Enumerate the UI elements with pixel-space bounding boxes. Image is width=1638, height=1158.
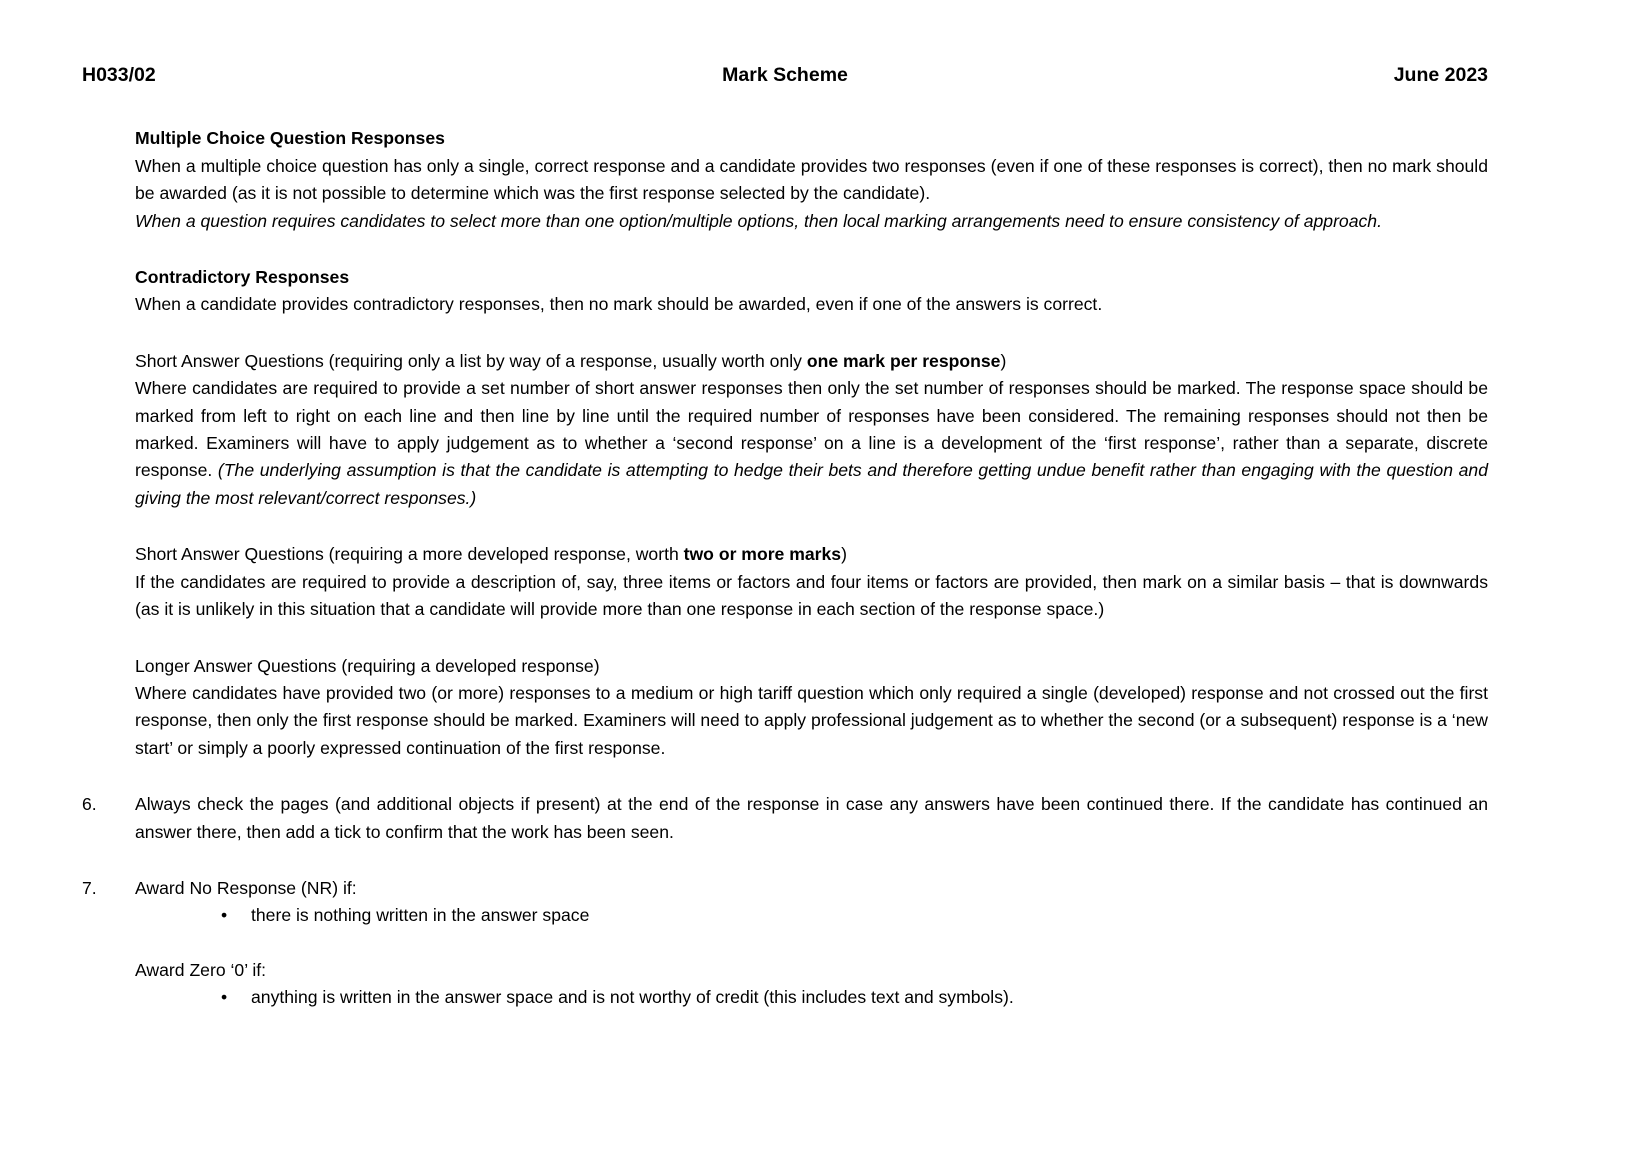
- paragraph-text: Where candidates have provided two (or more) responses to a medium or high tariff question which only required a single (developed) response and not crossed out the first response, then only the first response should be marked. Examiners will need to apply professional judgement as to whether the second (or a subsequent) response is a ‘new start’ or simply a poorly expressed continuation of the first response.: [135, 682, 1488, 758]
- numbered-item-7: [82, 875, 1488, 1012]
- heading-bold-phrase: two or more marks: [683, 544, 842, 565]
- paragraph: [135, 291, 1488, 318]
- list-number: 7.: [82, 877, 97, 898]
- paragraph-italic: [135, 208, 1488, 235]
- list-number: 6.: [82, 794, 97, 815]
- paragraph-text: Always check the pages (and additional objects if present) at the end of the response in case any answers have been continued there. If the candidate has continued an answer there, then add a tick to confirm that the work has been seen.: [135, 794, 1488, 842]
- bullet-icon: •: [221, 987, 228, 1008]
- section-longer-answer: [135, 653, 1488, 763]
- list-item-body: [135, 875, 1488, 1012]
- paragraph: [135, 791, 1488, 846]
- document-header: [82, 62, 1488, 89]
- section-short-answer-developed: [135, 541, 1488, 623]
- header-paper-code: H033/02: [82, 64, 156, 86]
- document-content: [82, 125, 1488, 1011]
- header-session: June 2023: [1393, 64, 1489, 86]
- heading-text: Short Answer Questions (requiring only a list by way of a response, usually worth only: [135, 350, 807, 371]
- heading-text: Short Answer Questions (requiring a more developed response, worth: [135, 544, 684, 565]
- award-zero-label: Award Zero ‘0’ if:: [135, 959, 267, 980]
- section-heading: Longer Answer Questions (requiring a developed response): [135, 655, 600, 676]
- paragraph-text: When a candidate provides contradictory responses, then no mark should be awarded, even if one of the answers is correct.: [135, 294, 1103, 315]
- numbered-item-6: [82, 791, 1488, 846]
- section-contradictory: [135, 264, 1488, 319]
- list-item-body: [135, 791, 1488, 846]
- award-nr-label: Award No Response (NR) if:: [135, 877, 357, 898]
- section-heading: Multiple Choice Question Responses: [135, 128, 445, 149]
- bullet-text: anything is written in the answer space and is not worthy of credit (this includes text and symbols).: [251, 987, 1014, 1008]
- header-title: Mark Scheme: [722, 64, 848, 86]
- bullet-text: there is nothing written in the answer space: [251, 905, 590, 926]
- bullet-item: [135, 984, 1488, 1011]
- paragraph-text: Where candidates are required to provide a set number of short answer responses then only the set number of responses should be marked. The response space should be marked from left to right on each line and then line by line until the required number of responses have been considered. The remaining responses should not then be marked. Examiners will have to apply judgement as to whether a ‘second response’ on a line is a development of the ‘first response’, rather than a separate, discrete response.: [135, 378, 1488, 481]
- paragraph-text: When a multiple choice question has only a single, correct response and a candidate provides two responses (even if one of these responses is correct), then no mark should be awarded (as it is not possible to determine which was the first response selected by the candidate).: [135, 155, 1488, 204]
- paragraph: [135, 680, 1488, 762]
- bullet-item: [135, 902, 1488, 929]
- bullet-icon: •: [221, 905, 228, 926]
- paragraph-text: When a question requires candidates to select more than one option/multiple options, then local marking arrangements need to ensure consistency of approach.: [135, 210, 1382, 231]
- heading-text: ): [1000, 350, 1007, 371]
- paragraph-text: If the candidates are required to provide a description of, say, three items or factors and four items or factors are provided, then mark on a similar basis – that is downwards (as it is unlikely in this situation that a candidate will provide more than one response in each section of the response space.): [135, 571, 1488, 620]
- section-short-answer-list: [135, 348, 1488, 512]
- paragraph-italic-note: (The underlying assumption is that the candidate is attempting to hedge their bets and therefore getting undue benefit rather than engaging with the question and giving the most relevant/correct responses.): [135, 460, 1488, 508]
- paragraph: [135, 153, 1488, 208]
- section-multiple-choice: [135, 125, 1488, 235]
- section-heading: Contradictory Responses: [135, 267, 350, 288]
- heading-text: ): [841, 544, 847, 565]
- section-heading: [135, 348, 1488, 375]
- paragraph: [135, 375, 1488, 512]
- section-heading: [135, 541, 1488, 568]
- heading-bold-phrase: one mark per response: [806, 350, 1001, 371]
- paragraph: [135, 569, 1488, 624]
